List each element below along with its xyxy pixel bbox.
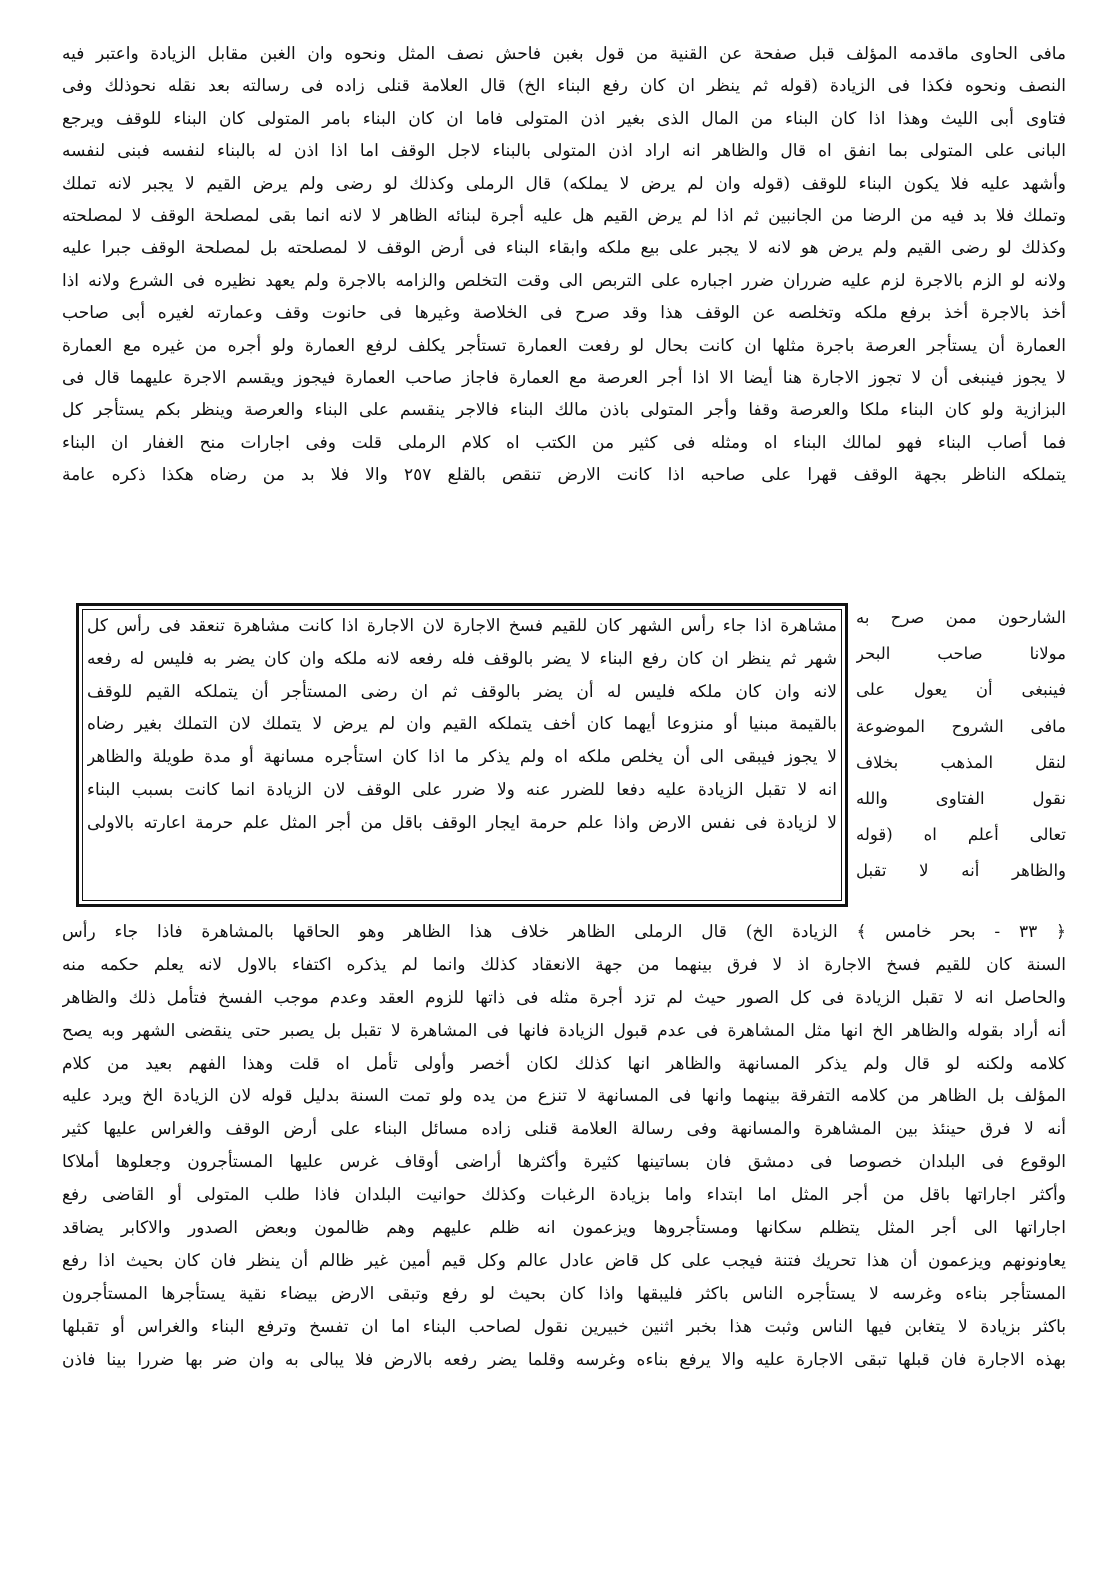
- text-line: بهذه الاجارة فان قبلها تبقى الاجارة عليه والا يرفع بناءه وغرسه وقلما يضر رفعه بالارض فلا يبالى به وان ضر بها ضررا بينا فاذن: [62, 1349, 1066, 1370]
- side-text-line: تعالى أعلم اه (قوله: [856, 825, 1066, 845]
- text-line: وأكثر اجاراتها باقل من أجر المثل اما ابتداء واما بزيادة الرغبات وكذلك حوانيت البلدان فاذا طلب المتولى أو القاضى رفع: [62, 1185, 1066, 1206]
- text-line: النصف ونحوه فكذا فى الزيادة (قوله ثم ينظر ان كان رفع البناء الخ) قال العلامة قنلى زاده فى رسالته بعد نقله نحوذلك وفى: [62, 76, 1066, 97]
- text-line: البانى على المتولى بما انفق اه قال والظاهر انه اراد اذن المتولى بالبناء لاجل الوقف اما اذا اذن له بالبناء لنفسه فبنى لنفسه: [62, 141, 1066, 162]
- text-line: أخذ بالاجرة أخذ برفع ملكه وتخلصه عن الوقف هذا وقد صرح فى الخلاصة وغيرها فى حانوت وقف وعمارته لغيره أبى صاحب: [62, 303, 1066, 324]
- side-text-line: الشارحون ممن صرح به: [856, 608, 1066, 627]
- text-line: مافى الحاوى ماقدمه المؤلف قبل صفحة عن القنية من قول بغبن فاحش نصف المثل ونحوه وان الغبن مقابل الزيادة واعتبر فيه: [62, 44, 1066, 64]
- side-text-line: والظاهر أنه لا تقبل: [856, 861, 1066, 881]
- text-line: العمارة أن يستأجر العرصة باجرة مثلها ان كانت بحال لو رفعت العمارة تستأجر يكلف لرفع العمارة ولو أجره من غيره مع العمارة: [62, 335, 1066, 356]
- matn-line: شهر ثم ينظر ان كان رفع البناء لا يضر بالوقف فله رفعه لانه ملكه وان كان يضر به فليس له رفعه: [87, 648, 837, 669]
- text-line: الوقوع فى البلدان خصوصا فى دمشق فان بساتينها كثيرة وأكثرها أراضى أوقاف غرس عليها المستأجرون وجعلوها أملاكا: [62, 1152, 1066, 1173]
- text-line: باكثر بزيادة لا يتغابن فيها الناس وثبت هذا بخبر اثنين خبيرين نقول لصاحب البناء اما ان تفسخ وترفع البناء والغراس أو تقبلها: [62, 1316, 1066, 1337]
- side-text-line: مولانا صاحب البحر: [856, 644, 1066, 664]
- text-line: المستأجر بناءه وغرسه لا يستأجره الناس باكثر فليبقها واذا كان بحيث لو رفع وتبقى الارض بيضاء نقية يستأجرها المستأجرون: [62, 1283, 1066, 1304]
- text-line: يعاونونهم ويزعمون أن هذا تحريك فتنة فيجب على كل قاض عادل عالم وكل قيم أمين غير ظالم أن ينظر فان كان بحيث اذا رفع: [62, 1250, 1066, 1271]
- text-line: ولانه لو الزم بالاجرة لزم عليه ضرران ضرر اجباره على التربص الى وقت التخلص والزامه بالاجرة ولم يعهد نظيره فى الشرع ولانه اذا: [62, 270, 1066, 291]
- text-line: السنة كان للقيم فسخ الاجارة اذ لا فرق بينهما من جهة الانعقاد كذلك وانما لم يذكره اكتفاء بالاول لانه يعلم حكمه منه: [62, 954, 1066, 975]
- matn-line: لا يجوز فيبقى الى أن يخلص ملكه اه ولم يذكر ما اذا كان استأجره مسانهة أو مدة طويلة والظاهر: [87, 747, 837, 768]
- matn-line: لا لزيادة فى نفس الارض واذا علم حرمة ايجار الوقف باقل من أجر المثل علم حرمة اعارته بالاولى: [87, 812, 837, 833]
- text-line: والحاصل انه لا تقبل الزيادة فى كل الصور حيث لم تزد أجرة مثله فى ذاتها للزوم العقد وعدم موجب الفسخ فتأمل ذلك والظاهر: [62, 987, 1066, 1008]
- commentary-bottom: [62, 916, 1066, 1376]
- text-line: أنه لا فرق حينئذ بين المشاهرة والمسانهة وفى رسالة العلامة قنلى زاده مسائل البناء على أرض الوقف والغراس عليها كثير: [62, 1119, 1066, 1140]
- matn-line: لانه وان كان ملكه فليس له أن يضر بالوقف ثم ان رضى المستأجر أن يتملكه القيم للوقف: [87, 681, 837, 702]
- text-line: كلامه ولكنه لو قال ولم يذكر المسانهة والظاهر انها كذلك لكان أخصر وأولى تأمل اه قلت وهذا الفهم بعيد من كلام: [62, 1053, 1066, 1074]
- commentary-side-column: [856, 600, 1066, 890]
- side-text-line: نقول الفتاوى والله: [856, 788, 1066, 808]
- text-line: أنه أراد بقوله والظاهر الخ انها مثل المشاهرة فى عدم قبول الزيادة فانها فى المشاهرة لا تقبل بل يصبر حتى ينقضى الشهر وبه يصح: [62, 1020, 1066, 1041]
- text-line: فتاوى أبى الليث وهذا اذا كان البناء من المال الذى بغير اذن المتولى فاما ان كان البناء بامر المتولى كان البناء للوقف ويرجع: [62, 108, 1066, 129]
- commentary-top: [62, 38, 1066, 491]
- matn-line: بالقيمة مبنيا أو منزوعا أيهما كان أخف يتملكه القيم وان لم يرض لا يتملك لان التملك بغير رضاه: [87, 714, 837, 735]
- text-line: البزازية ولو كان البناء ملكا والعرصة وقفا وأجر المتولى باذن مالك البناء فالاجر ينقسم على البناء والعرصة وينظر بكم يستأجر كل: [62, 400, 1066, 421]
- matn-line: انه لا تقبل الزيادة عليه دفعا للضرر عنه ولا ضرر على الوقف لان الزيادة انما كانت بسبب البناء: [87, 779, 837, 800]
- text-line: وكذلك لو رضى القيم ولم يرض هو لانه لا يجبر على بيع ملكه وابقاء البناء فى أرض الوقف لا لمصلحته بل لمصلحة الوقف جبرا عليه: [62, 238, 1066, 259]
- text-line: فما أصاب البناء فهو لمالك البناء اه ومثله فى كثير من الكتب اه كلام الرملى قلت وفى اجارات منح الغفار ان البناء: [62, 432, 1066, 453]
- text-line: وأشهد عليه فلا يكون البناء للوقف (قوله وان لم يرض لا يملكه) قال الرملى وكذلك لو رضى ولم يرض القيم لا يجبر لانه تملك: [62, 173, 1066, 194]
- text-line: المؤلف بل الظاهر من كلامه التفرقة بينهما وانها فى المسانهة لا تنزع من يده ولو تمت السنة بدليل قوله لان الزيادة الخ ويرد عليه: [62, 1086, 1066, 1107]
- text-line: ﴿ ٣٣ - بحر خامس ﴾ الزيادة الخ) قال الرملى الظاهر خلاف هذا الظاهر وهو الحاقها بالمشاهرة فاذا جاء رأس: [62, 922, 1066, 942]
- side-text-line: مافى الشروح الموضوعة: [856, 716, 1066, 736]
- side-text-line: فينبغى أن يعول على: [856, 680, 1066, 700]
- text-line: اجاراتها الى أجر المثل يتظلم سكانها ومستأجروها ويزعمون انه ظلم عليهم وهم ظالمون وبعض الصدور والاكابر يضاقد: [62, 1218, 1066, 1239]
- text-line: لا يجوز فينبغى أن لا تجوز الاجارة هنا أيضا الا اذا أجر العرصة مع العمارة فاجاز صاحب العمارة فيجوز ويقسم الاجرة عليهما قال فى: [62, 367, 1066, 388]
- text-line: وتملك فلا بد فيه من الرضا من الجانبين ثم اذا لم يرض القيم هل عليه أجرة لبنائه الظاهر لا لانه انما بقى لمصلحة الوقف لا لمصلحته: [62, 205, 1066, 226]
- side-text-line: لنقل المذهب بخلاف: [856, 752, 1066, 772]
- text-line: يتملكه الناظر بجهة الوقف قهرا على صاحبه اذا كانت الارض تنقص بالقلع ٢٥٧ والا فلا بد من رضاه هكذا ذكره عامة: [62, 465, 1066, 486]
- main-text-box: [76, 603, 848, 907]
- matn-line: مشاهرة اذا جاء رأس الشهر كان للقيم فسخ الاجارة لان الاجارة اذا كانت مشاهرة تنعقد فى رأس كل: [87, 616, 837, 636]
